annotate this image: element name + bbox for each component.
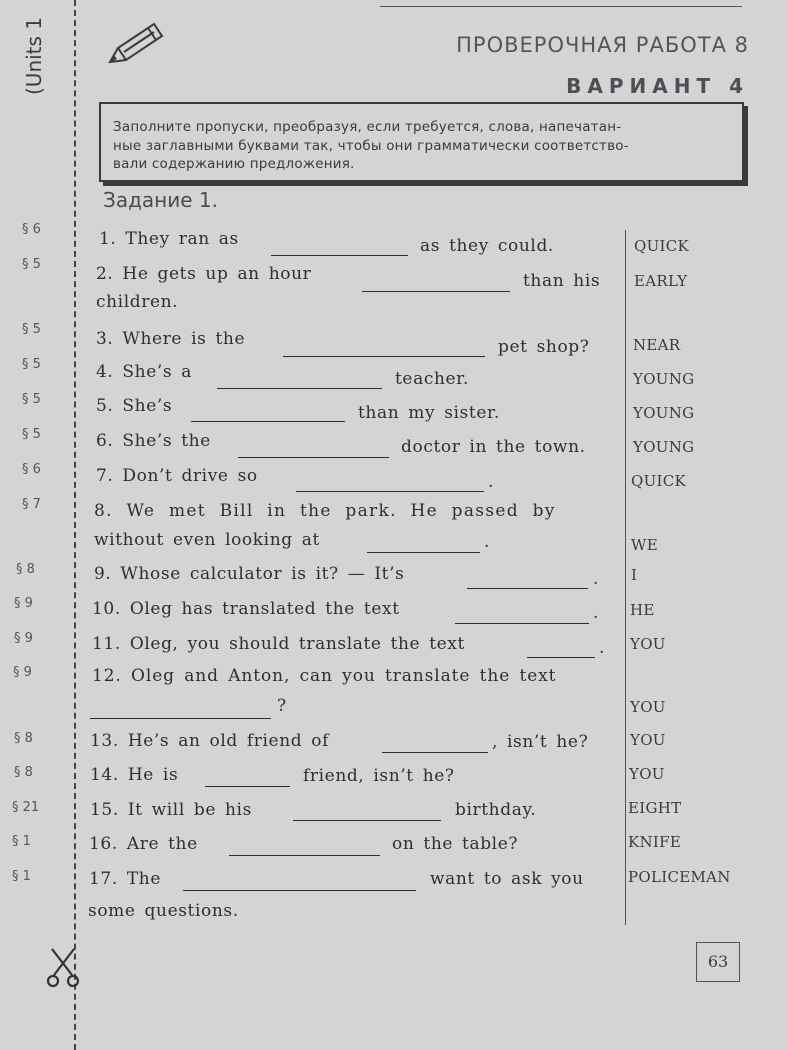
cut-line — [74, 0, 76, 1050]
answer-blank[interactable] — [183, 890, 416, 891]
top-rule — [380, 6, 742, 7]
pencil-icon — [104, 18, 168, 68]
item-text: want to ask you — [430, 869, 584, 889]
item-text: 13. He’s an old friend of — [90, 731, 329, 751]
item-text: friend, isn’t he? — [303, 766, 455, 786]
answer-blank[interactable] — [283, 356, 485, 357]
answer-blank[interactable] — [191, 421, 345, 422]
answer-blank[interactable] — [90, 718, 271, 719]
margin-units-label: (Units 1 — [22, 16, 46, 95]
keyword: NEAR — [633, 336, 681, 354]
paragraph-ref: § 8 — [16, 562, 35, 577]
keyword: WE — [631, 536, 658, 554]
item-text: 4. She’s a — [96, 362, 192, 382]
item-text: birthday. — [455, 800, 537, 820]
answer-blank[interactable] — [217, 388, 382, 389]
item-text: some questions. — [88, 901, 239, 921]
paragraph-ref: § 6 — [22, 222, 41, 237]
answer-blank[interactable] — [293, 820, 441, 821]
answer-blank[interactable] — [205, 786, 290, 787]
item-text: . — [484, 532, 491, 552]
answer-blank[interactable] — [367, 552, 480, 553]
item-text: on the table? — [392, 834, 519, 854]
keyword: YOU — [630, 698, 666, 716]
keyword: HE — [630, 601, 655, 619]
item-text: 5. She’s — [96, 396, 173, 416]
item-text: . — [488, 472, 495, 492]
item-text: 6. She’s the — [96, 431, 211, 451]
keyword: YOU — [629, 765, 665, 783]
item-text: 10. Oleg has translated the text — [92, 599, 400, 619]
keyword: POLICEMAN — [628, 868, 731, 886]
scissors-icon — [46, 945, 80, 989]
instruction-line: Заполните пропуски, преобразуя, если требуется, слова, напечатан- — [113, 119, 622, 135]
item-text: teacher. — [395, 369, 470, 389]
item-text: 16. Are the — [89, 834, 198, 854]
answer-blank[interactable] — [296, 491, 484, 492]
answer-blank[interactable] — [238, 457, 389, 458]
item-text: without even looking at — [94, 530, 320, 550]
item-text: doctor in the town. — [401, 437, 586, 457]
page-number: 63 — [696, 942, 740, 982]
keyword: QUICK — [631, 472, 687, 490]
item-text: 14. He is — [90, 765, 179, 785]
paragraph-ref: § 5 — [22, 257, 41, 272]
item-text: than my sister. — [358, 403, 500, 423]
paragraph-ref: § 8 — [14, 731, 33, 746]
keyword: YOU — [630, 635, 666, 653]
keyword: YOUNG — [633, 404, 695, 422]
paragraph-ref: § 1 — [12, 869, 31, 884]
keyword: EIGHT — [628, 799, 682, 817]
item-text: as they could. — [420, 236, 554, 256]
item-text: 3. Where is the — [96, 329, 246, 349]
keyword: QUICK — [634, 237, 690, 255]
item-text: , isn’t he? — [492, 732, 589, 752]
paragraph-ref: § 9 — [14, 596, 33, 611]
paragraph-ref: § 5 — [22, 427, 41, 442]
instruction-line: вали содержанию предложения. — [113, 156, 355, 172]
item-text: 15. It will be his — [90, 800, 252, 820]
item-text: 12. Oleg and Anton, can you translate the text — [92, 666, 557, 686]
answer-blank[interactable] — [455, 623, 589, 624]
task-title: Задание 1. — [103, 188, 218, 212]
keyword: EARLY — [634, 272, 688, 290]
answer-blank[interactable] — [527, 657, 595, 658]
paragraph-ref: § 9 — [14, 631, 33, 646]
item-text: ? — [277, 696, 287, 716]
keyword: YOUNG — [633, 370, 695, 388]
item-text: 2. He gets up an hour — [96, 264, 312, 284]
item-text: . — [593, 569, 600, 589]
item-text: 1. They ran as — [99, 229, 239, 249]
paragraph-ref: § 1 — [12, 834, 31, 849]
instruction-box — [99, 102, 744, 182]
item-text: 8. We met Bill in the park. He passed by — [94, 501, 556, 521]
paragraph-ref: § 7 — [22, 497, 41, 512]
keyword-divider — [625, 230, 626, 925]
item-text: 17. The — [89, 869, 161, 889]
answer-blank[interactable] — [362, 291, 510, 292]
page-title: ПРОВЕРОЧНАЯ РАБОТА 8 — [456, 33, 749, 57]
paragraph-ref: § 9 — [13, 665, 32, 680]
item-text: 7. Don’t drive so — [96, 466, 258, 486]
answer-blank[interactable] — [229, 855, 380, 856]
item-text: 9. Whose calculator is it? — It’s — [94, 564, 405, 584]
item-text: . — [599, 638, 606, 658]
keyword: YOUNG — [633, 438, 695, 456]
keyword: KNIFE — [628, 833, 682, 851]
paragraph-ref: § 5 — [22, 322, 41, 337]
variant-label: ВАРИАНТ 4 — [566, 74, 749, 98]
keyword: YOU — [630, 731, 666, 749]
paragraph-ref: § 5 — [22, 392, 41, 407]
item-text: 11. Oleg, you should translate the text — [92, 634, 465, 654]
answer-blank[interactable] — [382, 752, 488, 753]
paragraph-ref: § 21 — [12, 800, 40, 815]
paragraph-ref: § 5 — [22, 357, 41, 372]
paragraph-ref: § 6 — [22, 462, 41, 477]
item-text: children. — [96, 292, 179, 312]
answer-blank[interactable] — [467, 588, 588, 589]
item-text: . — [593, 603, 600, 623]
item-text: pet shop? — [498, 337, 590, 357]
answer-blank[interactable] — [271, 255, 408, 256]
instruction-line: ные заглавными буквами так, чтобы они грамматически соответство- — [113, 137, 629, 154]
keyword: I — [631, 566, 638, 584]
paragraph-ref: § 8 — [14, 765, 33, 780]
item-text: than his — [523, 271, 601, 291]
